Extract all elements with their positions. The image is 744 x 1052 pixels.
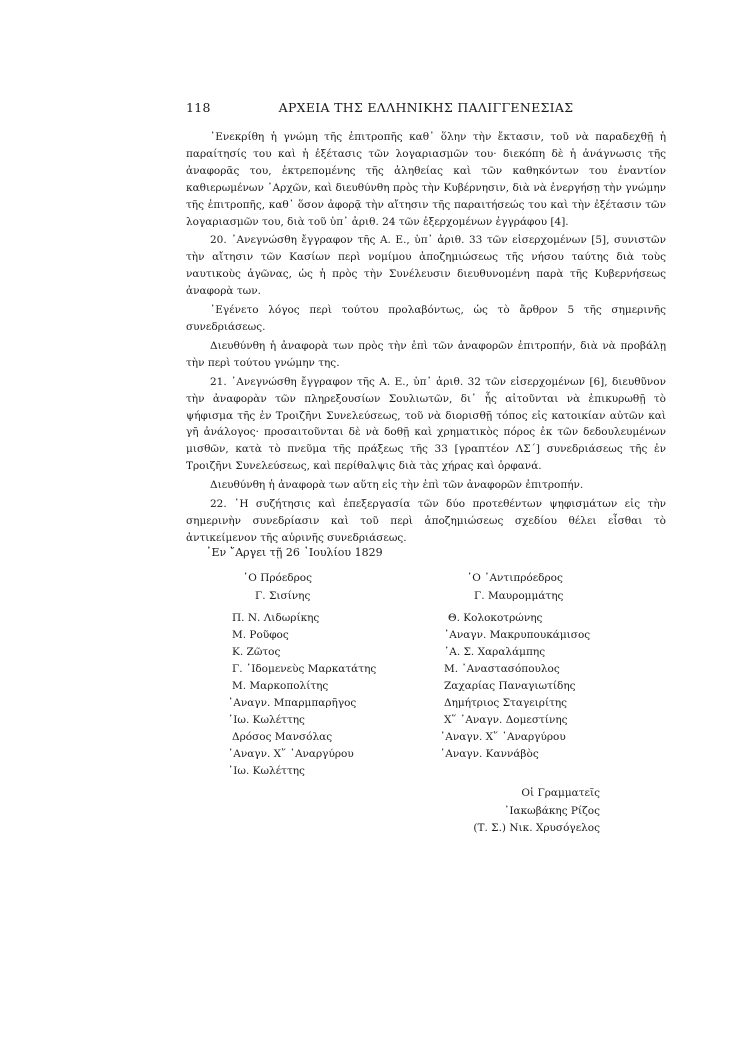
signatory-right: Δημήτριος Σταγειρίτης bbox=[444, 697, 568, 709]
running-title: ΑΡΧΕΙΑ ΤΗΣ ΕΛΛΗΝΙΚΗΣ ΠΑΛΙΓΓΕΝΕΣΙΑΣ bbox=[278, 100, 574, 115]
signatory-right: Θ. Κολοκοτρώνης bbox=[448, 612, 543, 624]
signatory-left: ᾿Ιω. Κωλέττης bbox=[228, 714, 305, 726]
signatory-right: Χ῞ ᾿Αναγν. Δομεστίνης bbox=[444, 714, 568, 726]
body-text bbox=[186, 129, 666, 549]
secretaries-block bbox=[420, 785, 600, 838]
signatory-left: Γ. ᾿Ιδομενεὺς Μαρκατάτης bbox=[232, 663, 377, 675]
paragraph: ᾿Ενεκρίθη ἡ γνώμη τῆς ἐπιτροπῆς καθ᾿ ὅλην τὴν ἔκτασιν, τοῦ νὰ παραδεχθῇ ἡ παραίτησίς του καὶ ἡ ἐξέτασις τῶν λογαριασμῶν του· διεκόπη δὲ ἡ ἀνάγνωσις τῆς ἀναφορᾶς του, ἐκτρεπομένης τῆς ἀληθείας καὶ τῶν καθηκόντων του ἐναντίον καθιερωμένων ᾿Αρχῶν, καὶ διευθύνθη πρὸς τὴν Κυβέρνησιν, διὰ νὰ ἐνεργήσῃ τὴν γνώμην τῆς ἐπιτροπῆς, καθ᾿ ὅσον ἀφορᾷ τὴν αἴτησιν τῆς παραιτήσεώς του καὶ τὴν ἐξέτασιν τῶν λογαριασμῶν του, διὰ τοῦ ὑπ᾿ ἀριθ. 24 τῶν ἐξερχομένων ἐγγράφου [4]. bbox=[186, 131, 666, 228]
signatory-left: Κ. Ζῶτος bbox=[232, 646, 281, 658]
page-header bbox=[186, 100, 666, 120]
paragraph-item-21: 21. ᾿Ανεγνώσθη ἔγγραφον τῆς Α. Ε., ὑπ᾿ ἀριθ. 32 τῶν εἰσερχομένων [6], διευθῦνον τὴν ἀναφορὰν τῶν πληρεξουσίων Σουλιωτῶν, δι᾿ ἧς αἰτοῦνται νὰ ἐπικυρωθῇ τὸ ψήφισμα τῆς ἐν Τροιζῆνι Συνελεύσεως, τοῦ νὰ διορισθῇ τόπος εἰς κατοικίαν αὐτῶν καὶ γῆ ἀνάλογος· προσαιτοῦνται δὲ νὰ δοθῇ καὶ χρηματικὸς πόρος ἐκ τῶν δεδουλευμένων μισθῶν, κατὰ τὸ πνεῦμα τῆς πράξεως τῆς 33 [γραπτέον ΛΣ΄] συνεδριάσεως τῆς ἐν Τροιζῆνι Συνελεύσεως, καὶ περίθαλψις διὰ τὰς χήρας καὶ ὀρφανά. bbox=[186, 375, 666, 473]
signatory-right: Ζαχαρίας Παναγιωτίδης bbox=[444, 680, 576, 692]
signatory-left: Μ. Μαρκοπολίτης bbox=[232, 680, 329, 692]
signatory-right: Μ. ᾿Αναστασόπουλος bbox=[444, 663, 560, 675]
paragraph: Διευθύνθη ἡ ἀναφορὰ των πρὸς τὴν ἐπὶ τῶν ἀναφορῶν ἐπιτροπήν, διὰ νὰ προβάλῃ τὴν περὶ τούτου γνώμην της. bbox=[186, 339, 666, 369]
date-line: ᾿Εν ῎Αργει τῇ 26 ᾿Ιουλίου 1829 bbox=[206, 546, 383, 559]
vice-president-name: Γ. Μαυρομμάτης bbox=[474, 590, 564, 602]
signatory-left: Π. Ν. Λιδωρίκης bbox=[232, 612, 320, 624]
paragraph-item-20: 20. ᾿Ανεγνώσθη ἔγγραφον τῆς Α. Ε., ὑπ᾿ ἀριθ. 33 τῶν εἰσερχομένων [5], συνιστῶν τὴν αἴτησιν τῶν Κασίων περὶ νομίμου ἀποζημιώσεως τῆς νήσου ταύτης διὰ τοὺς ναυτικοὺς ἀγῶνας, ὡς ἡ πρὸς τὴν Συνέλευσιν διευθυνομένη παρὰ τῆς Κυβερνήσεως ἀναφορὰ των. bbox=[186, 234, 666, 298]
signatory-right: ᾿Αναγν. Καννάβὸς bbox=[440, 748, 539, 760]
signatory-left: ᾿Αναγν. Μπαρμπαρῆγος bbox=[228, 697, 357, 709]
signatory-left: ᾿Αναγν. Χ῞ ᾿Αναργύρου bbox=[228, 748, 354, 760]
paragraph: ᾿Εγένετο λόγος περὶ τούτου προλαβόντως, ὡς τὸ ἄρθρον 5 τῆς σημερινῆς συνεδριάσεως. bbox=[186, 304, 666, 333]
signatory-right: ᾿Αναγν. Μακρυπουκάμισος bbox=[444, 629, 591, 641]
paragraph-item-22: 22. ῾Η συζήτησις καὶ ἐπεξεργασία τῶν δύο προτεθέντων ψηφισμάτων εἰς τὴν σημερινὴν συνεδρίασιν καὶ τοῦ περὶ ἀποζημιώσεως σχεδίου θέλει εἶσθαι τὸ ἀντικείμενον τῆς αὐρινῆς συνεδριάσεως. bbox=[186, 498, 666, 544]
secretaries-title: Οἱ Γραμματεῖς bbox=[521, 787, 600, 799]
secretary-name: ᾿Ιακωβάκης Ρίζος bbox=[504, 804, 600, 817]
secretary-name: (Τ. Σ.) Νικ. Χρυσόγελος bbox=[473, 822, 600, 834]
signatory-left: ᾿Ιω. Κωλέττης bbox=[228, 765, 305, 777]
signatory-left: Μ. Ροῦφος bbox=[232, 629, 289, 641]
signatory-left: Δρόσος Μανσόλας bbox=[232, 731, 333, 743]
president-title: ῾Ο Πρόεδρος bbox=[243, 572, 312, 584]
vice-president-title: ῾Ο ᾿Αντιπρόεδρος bbox=[467, 572, 563, 584]
signatory-right: ᾿Αναγν. Χ῞ ᾿Αναργύρου bbox=[440, 731, 566, 743]
paragraph: Διευθύνθη ἡ ἀναφορὰ των αὕτη εἰς τὴν ἐπὶ τῶν ἀναφορῶν ἐπιτροπήν. bbox=[210, 479, 584, 492]
president-name: Γ. Σισίνης bbox=[255, 590, 311, 602]
signatory-right: ᾿Α. Σ. Χαραλάμπης bbox=[444, 646, 546, 658]
page-number: 118 bbox=[186, 100, 211, 115]
